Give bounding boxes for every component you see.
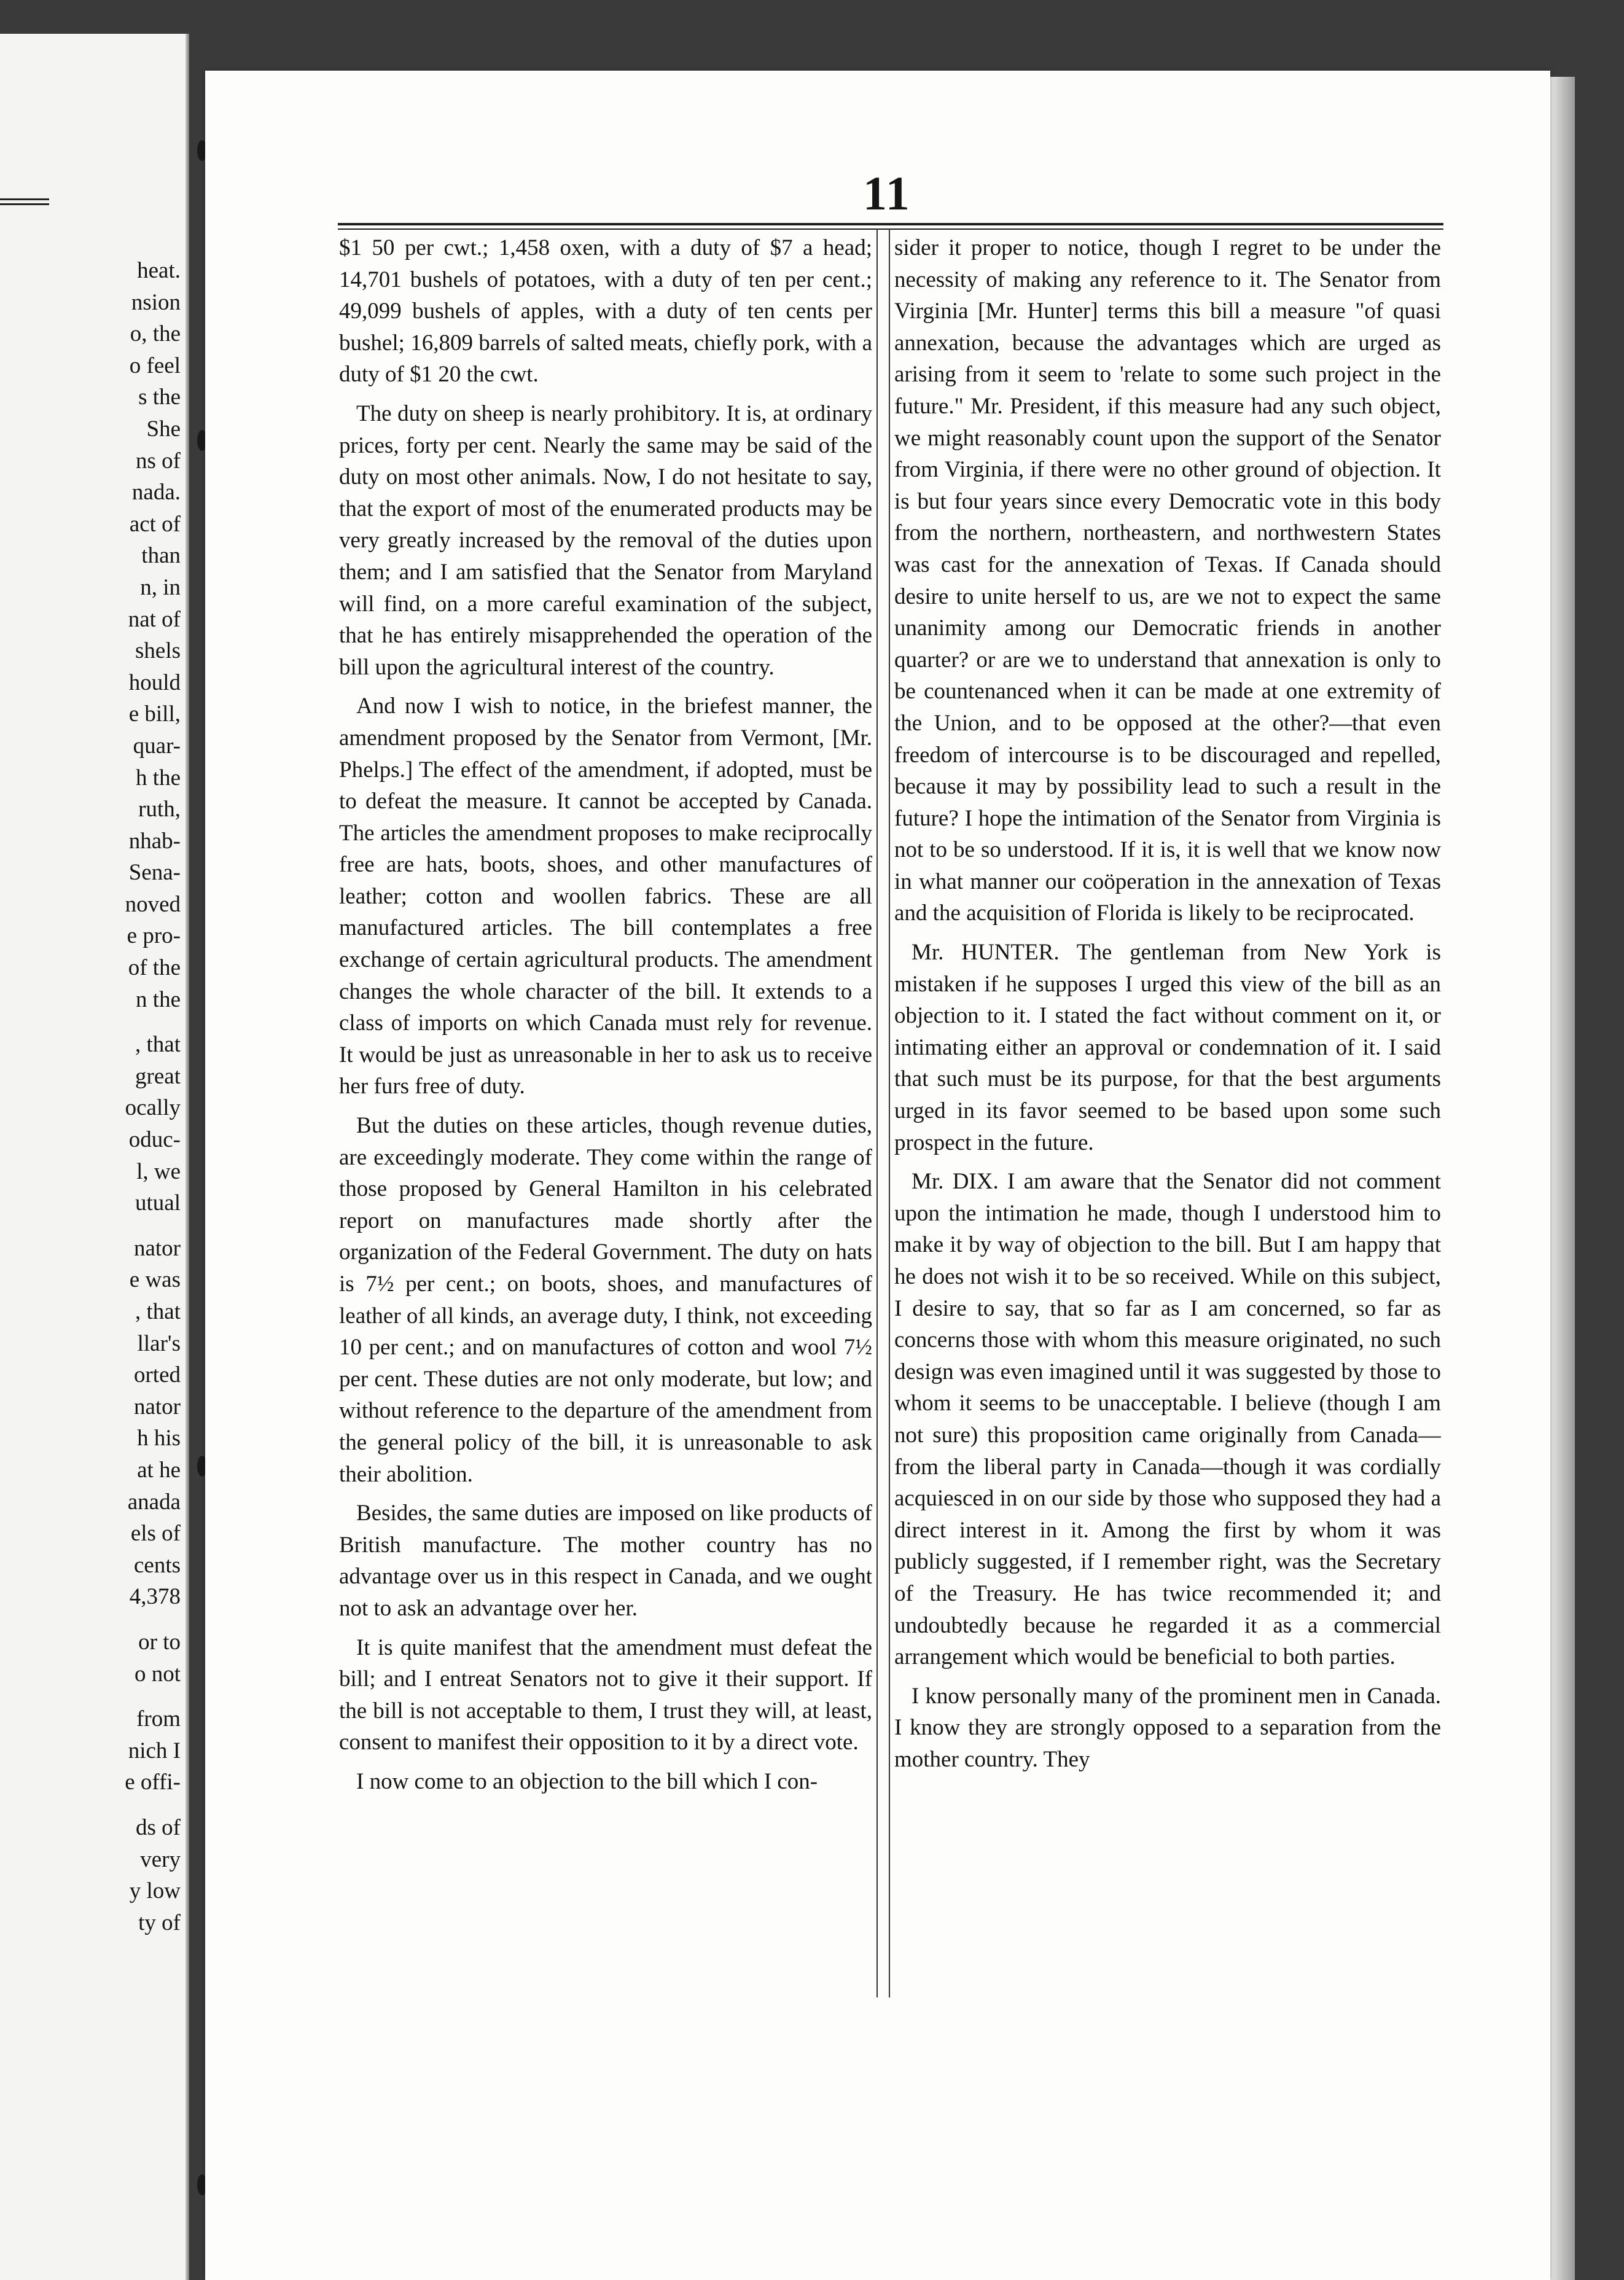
- fragment-line: cents: [133, 1552, 181, 1578]
- fragment-rule-bottom: [0, 203, 49, 205]
- fragment-line: heat.: [137, 258, 181, 283]
- paragraph: The duty on sheep is nearly prohibitory. It is, at ordinary prices, forty per cent. Nearly the same may be said of the duty on most other animals. Now, I do not hesitate to say, that the export of most of the enumerated products may be very greatly increased by the removal of the duties upon them; and I am satisfied that the Senator from Maryland will find, on a more careful examination of the subject, that he has entirely misapprehended the operation of the bill upon the agricultural interest of the country.: [339, 400, 872, 680]
- fragment-line: [9, 1015, 181, 1029]
- header-rule-thin: [338, 228, 1443, 230]
- fragment-line: ns of: [136, 448, 181, 474]
- fragment-line: hould: [128, 670, 181, 695]
- fragment-line: oduc-: [128, 1127, 181, 1153]
- fragment-line: [9, 1690, 181, 1703]
- fragment-rule-top: [0, 198, 49, 200]
- fragment-line: n, in: [140, 574, 181, 600]
- paragraph: I now come to an objection to the bill which I con-: [356, 1768, 818, 1794]
- fragment-line: at he: [137, 1457, 181, 1483]
- fragment-line: [9, 1798, 181, 1812]
- right-column: [894, 232, 1441, 2001]
- fragment-line: o not: [134, 1661, 181, 1687]
- fragment-line: o feel: [129, 353, 181, 378]
- fragment-line: great: [135, 1063, 181, 1089]
- page-number: 11: [863, 166, 911, 220]
- fragment-line: , that: [135, 1299, 181, 1324]
- fragment-line: l, we: [136, 1158, 181, 1184]
- fragment-line: nat of: [128, 606, 181, 632]
- adjacent-page-fragment: [0, 34, 189, 2280]
- fragment-line: nsion: [131, 289, 181, 315]
- paragraph: sider it proper to notice, though I regret to be under the necessity of making any reference to it. The Senator from Virginia [Mr. Hunter] terms this bill a measure "of quasi annexation, because the advantages which are urged as arising from it seem to 'relate to some such project in the future." Mr. President, if this measure had any such object, we might reasonably count upon the support of the Senator from Virginia, if there were no other ground of objection. It is but four years since every Democratic vote in this body from the northern, northeastern, and northwestern States was cast for the annexation of Texas. If Canada should desire to unite herself to us, are we not to expect the same unanimity among our Democratic friends in another quarter? or are we to understand that annexation is only to be countenanced when it can be made at one extremity of the Union, and to be opposed at the other?—that even freedom of intercourse is to be discouraged and repelled, because it may by possibility lead to such a result in the future? I hope the intimation of the Senator from Virginia is not to be so understood. If it is, it is well that we know now in what manner our coöperation in the annexation of Texas and the acquisition of Florida is likely to be reciprocated.: [894, 235, 1441, 926]
- paragraph: But the duties on these articles, though revenue duties, are exceedingly moderate. They come within the range of those proposed by General Hamilton in his celebrated report on manufactures made shortly after the organization of the Federal Government. The duty on hats is 7½ per cent.; on boots, shoes, and manufactures of leather of all kinds, an average duty, I think, not exceeding 10 per cent.; and on manufactures of cotton and wool 7½ per cent. These duties are not only moderate, but low; and without reference to the departure of the amendment from the general policy of the bill, it is unreasonable to ask their abolition.: [339, 1113, 872, 1487]
- fragment-line: ds of: [136, 1814, 181, 1840]
- paragraph: Mr. HUNTER. The gentleman from New York is mistaken if he supposes I urged this view of the bill as an objection to it. I stated the fact without comment on it, or intimating either an approval or condemnation of it. I said that such must be its purpose, for that the best arguments urged in its favor seemed to be based upon some such prospect in the future.: [894, 940, 1441, 1155]
- fragment-line: nich I: [128, 1738, 181, 1763]
- fragment-line: nator: [133, 1394, 181, 1419]
- fragment-line: She: [146, 416, 181, 442]
- fragment-line: ocally: [125, 1095, 181, 1121]
- paragraph: Mr. DIX. I am aware that the Senator did not comment upon the intimation he made, though I understood him to make it by way of objection to the bill. But I am happy that he does not wish it to be so received. While on this subject, I desire to say, that so far as I am concerned, so far as concerns those with whom this measure originated, no such design was even imagined until it was suggested by those to whom it seems to be unacceptable. I believe (though I am not sure) this proposition came originally from Canada—from the liberal party in Canada—though it was cordially acquiesced in on our side by those who supposed they had a direct interest in it. Among the first by whom it was publicly suggested, if I remember right, was the Secretary of the Treasury. He has twice recommended it; and undoubtedly because he regarded it as a commercial arrangement which would be beneficial to both parties.: [894, 1169, 1441, 1670]
- fragment-line: orted: [133, 1362, 181, 1388]
- fragment-line: n the: [136, 986, 181, 1012]
- fragment-line: nada.: [131, 480, 181, 506]
- fragment-line: h the: [136, 765, 181, 791]
- fragment-line: els of: [130, 1521, 181, 1547]
- book-spine: [185, 34, 189, 2280]
- fragment-line: [9, 1613, 181, 1626]
- paragraph: Besides, the same duties are imposed on like products of British manufacture. The mother country has no advantage over us in this respect in Canada, and we ought not to ask an advantage over her.: [339, 1501, 872, 1621]
- left-column: [339, 232, 872, 2001]
- paragraph: It is quite manifest that the amendment must defeat the bill; and I entreat Senators not to give it their support. If the bill is not acceptable to them, I trust they will, at least, consent to manifest their opposition to it by a direct vote.: [339, 1634, 872, 1755]
- fragment-line: s the: [138, 385, 181, 410]
- fragment-line: nhab-: [128, 828, 181, 854]
- fragment-line: or to: [138, 1629, 181, 1655]
- fragment-line: ty of: [138, 1910, 181, 1935]
- fragment-line: very: [140, 1846, 181, 1872]
- fragment-line: utual: [135, 1190, 181, 1216]
- fragment-line: act of: [129, 511, 181, 537]
- fragment-line: of the: [128, 955, 181, 981]
- fragment-line: anada: [127, 1489, 181, 1515]
- fragment-line: e was: [129, 1267, 181, 1293]
- fragment-line: o, the: [130, 321, 181, 347]
- fragment-line: [9, 1219, 181, 1233]
- fragment-line: nator: [133, 1235, 181, 1261]
- fragment-line: y low: [129, 1878, 181, 1904]
- fragment-line: , that: [135, 1032, 181, 1058]
- fragment-line: noved: [125, 891, 181, 917]
- fragment-line: Sena-: [128, 860, 181, 886]
- column-divider: [876, 228, 890, 1997]
- paragraph: And now I wish to notice, in the briefest manner, the amendment proposed by the Senator from Vermont, [Mr. Phelps.] The effect of the amendment, if adopted, must be to defeat the measure. It cannot be accepted by Canada. The articles the amendment proposes to make reciprocally free are hats, boots, shoes, and other manufactures of leather; cotton and woollen fabrics. These are all manufactured articles. The bill contemplates a free exchange of certain agricultural products. The amendment changes the whole character of the bill. It extends to a class of imports on which Canada must rely for revenue. It would be just as unreasonable in her to ask us to receive her furs free of duty.: [339, 693, 872, 1099]
- fragment-line: than: [141, 543, 181, 569]
- fragment-text-lines: [9, 255, 181, 1938]
- paragraph: $1 50 per cwt.; 1,458 oxen, with a duty of $7 a head; 14,701 bushels of potatoes, with a duty of ten per cent.; 49,099 bushels of apples, with a duty of ten cents per bushel; 16,809 barrels of salted meats, chiefly pork, with a duty of $1 20 the cwt.: [339, 235, 872, 388]
- fragment-line: e pro-: [127, 923, 181, 949]
- fragment-line: e offi-: [125, 1770, 181, 1795]
- fragment-line: shels: [135, 638, 181, 664]
- fragment-line: from: [136, 1706, 181, 1732]
- fragment-line: e bill,: [128, 701, 181, 727]
- fragment-line: llar's: [137, 1330, 181, 1356]
- fragment-line: ruth,: [138, 797, 181, 822]
- paragraph: I know personally many of the prominent men in Canada. I know they are strongly opposed to a separation from the mother country. They: [894, 1683, 1441, 1772]
- page-edge-shadow: [1550, 77, 1575, 2280]
- fragment-line: quar-: [133, 733, 181, 759]
- header-rule-thick: [338, 223, 1443, 225]
- fragment-line: 4,378: [129, 1584, 181, 1610]
- fragment-line: h his: [137, 1426, 181, 1451]
